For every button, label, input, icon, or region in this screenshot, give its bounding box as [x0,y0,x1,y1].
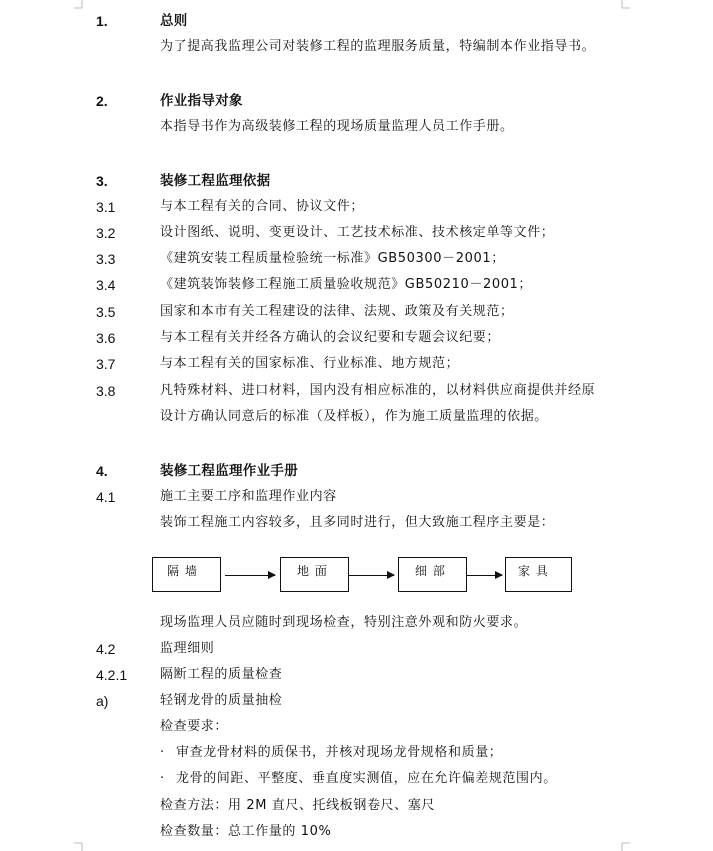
item-text: 凡特殊材料、进口材料，国内没有相应标准的，以材料供应商提供并经原 [160,383,596,398]
item-text: 与本工程有关的合同、协议文件； [160,199,365,214]
item-text: 与本工程有关并经各方确认的会议纪要和专题会议纪要； [160,330,501,345]
flow-step-label: 家 具 [518,564,549,578]
item-number: 3.4 [96,277,116,293]
section-heading [0,460,713,482]
paragraph [0,795,713,817]
item-number: 3.8 [96,383,116,399]
list-item-continuation [0,406,713,428]
section-number: 2. [96,93,108,109]
item-number: 3.3 [96,251,116,267]
paragraph-text: 现场监理人员应随时到现场检查，特别注意外观和防火要求。 [160,615,528,630]
subsection-heading [0,638,713,660]
item-text: 轻钢龙骨的质量抽检 [160,693,283,708]
list-item [0,327,713,349]
paragraph-text: 检查要求： [160,719,229,734]
item-text: 《建筑装饰装修工程施工质量验收规范》GB50210－2001； [160,277,533,292]
paragraph [0,116,713,138]
item-number: 3.6 [96,330,116,346]
list-item [0,690,713,712]
section-number: 1. [96,13,108,29]
paragraph-text: 为了提高我监理公司对装修工程的监理服务质量，特编制本作业指导书。 [160,39,596,54]
list-item [0,222,713,244]
section-heading [0,170,713,192]
bullet-text: 龙骨的间距、平整度、垂直度实测值，应在允许偏差规范围内。 [176,771,557,786]
item-text: 监理细则 [160,641,215,656]
flow-step-label: 细 部 [415,564,446,578]
bullet-item [0,742,713,764]
item-number: a) [96,693,109,709]
section-heading [0,90,713,112]
section-number: 3. [96,173,108,189]
item-number: 3.7 [96,356,116,372]
item-text: 国家和本市有关工程建设的法律、法规、政策及有关规范； [160,304,514,319]
list-item [0,301,713,323]
paragraph [0,821,713,843]
section-title: 作业指导对象 [160,93,243,109]
item-text: 与本工程有关的国家标准、行业标准、地方规范； [160,356,460,371]
flow-step-floor [280,557,349,592]
list-item [0,196,713,218]
item-number: 4.2.1 [96,667,128,683]
list-item [0,353,713,375]
paragraph [0,36,713,58]
paragraph [0,716,713,738]
flow-arrow [466,575,502,576]
section-title: 装修工程监理作业手册 [160,463,298,479]
flow-step-label: 地 面 [297,564,328,578]
flow-arrow [225,575,275,576]
flow-arrow [348,575,394,576]
item-text: 《建筑安装工程质量检验统一标准》GB50300－2001； [160,251,505,266]
paragraph-text: 本指导书作为高级装修工程的现场质量监理人员工作手册。 [160,119,514,134]
subsection-heading [0,664,713,686]
flow-step-detail [398,557,467,592]
flow-step-label: 隔 墙 [167,564,198,578]
list-item [0,274,713,296]
item-text: 设计方确认同意后的标准（及样板），作为施工质量监理的依据。 [160,409,548,424]
item-number: 3.5 [96,304,116,320]
item-text: 隔断工程的质量检查 [160,667,283,682]
bullet-item [0,768,713,790]
bullet-text: 审查龙骨材料的质保书，并核对现场龙骨规格和质量； [176,745,503,760]
item-number: 3.2 [96,225,116,241]
item-number: 3.1 [96,199,116,215]
item-text: 设计图纸、说明、变更设计、工艺技术标准、技术核定单等文件； [160,225,555,240]
paragraph-text: 检查数量：总工作量的 10% [160,824,332,839]
section-title: 总则 [160,13,188,29]
paragraph-text: 装饰工程施工内容较多，且多同时进行，但大致施工程序主要是： [160,515,555,530]
bullet-icon: · [160,745,165,760]
paragraph [0,512,713,534]
section-number: 4. [96,463,108,479]
list-item [0,380,713,402]
subsection-heading [0,486,713,508]
paragraph [0,612,713,634]
section-title: 装修工程监理依据 [160,173,271,189]
flow-step-furniture [505,557,572,592]
flow-step-partition [152,557,221,592]
item-number: 4.1 [96,489,116,505]
bullet-icon: · [160,771,165,786]
section-heading [0,10,713,32]
paragraph-text: 检查方法：用 2M 直尺、托线板钢卷尺、塞尺 [160,798,435,813]
list-item [0,248,713,270]
item-text: 施工主要工序和监理作业内容 [160,489,337,504]
item-number: 4.2 [96,641,116,657]
